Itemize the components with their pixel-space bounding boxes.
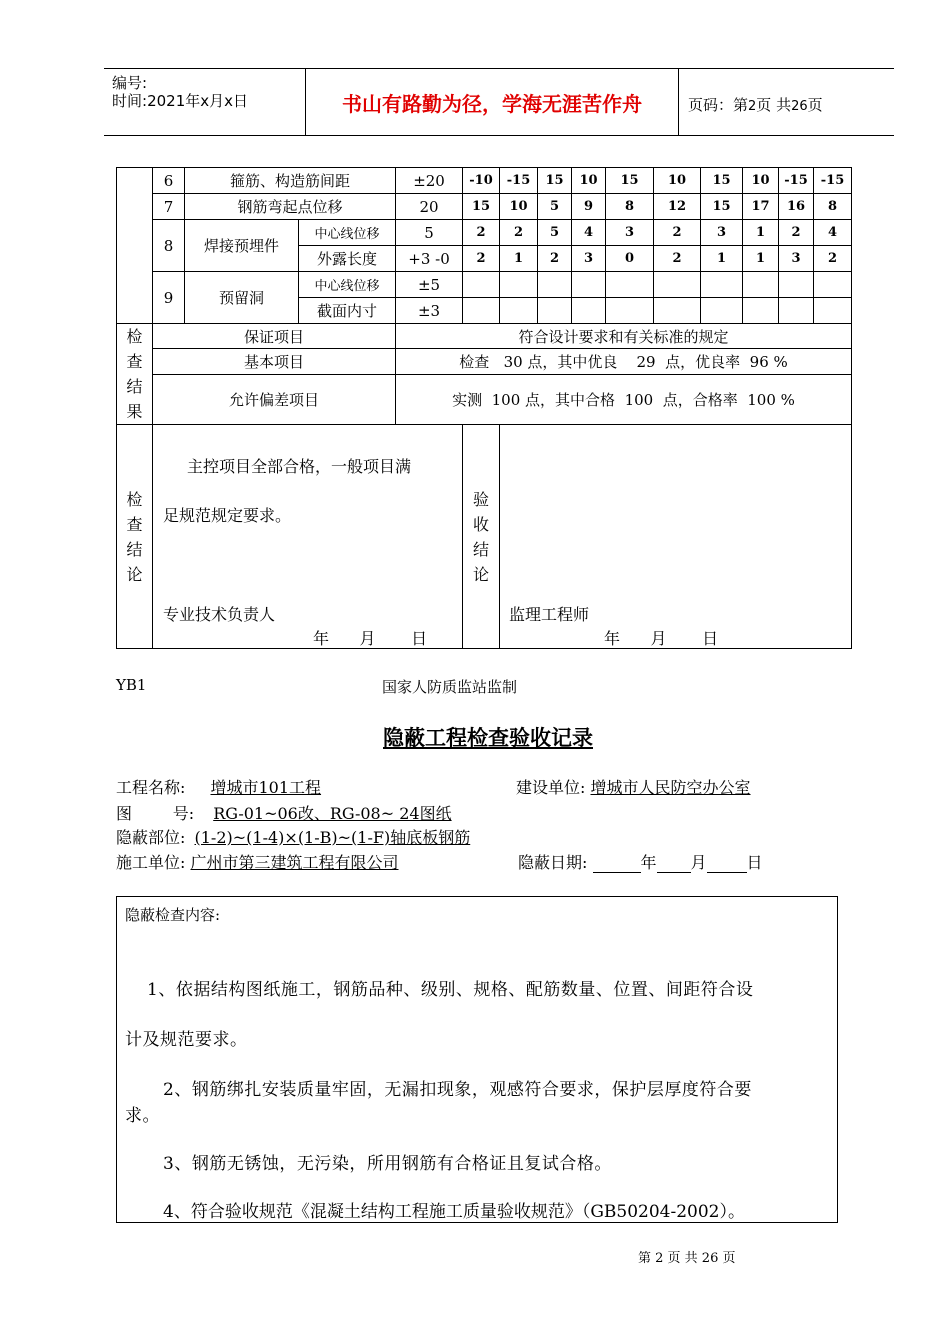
date-line: 年 月 日 (604, 629, 719, 648)
header-top-rule (104, 68, 894, 69)
month-label: 月 (690, 853, 707, 872)
accept-cell (500, 425, 852, 649)
table-row (117, 168, 852, 194)
date-line: 年 月 日 (313, 629, 428, 648)
content-item: 3、钢筋无锈蚀，无污染，所用钢筋有合格证且复试合格。 (163, 1154, 612, 1174)
measure-value: -15 (814, 168, 852, 194)
contractor-value: 广州市第三建筑工程有限公司 (190, 853, 399, 872)
basic-label: 基本项目 (153, 349, 396, 374)
empty-cell (743, 298, 779, 324)
year-blank (593, 853, 641, 873)
table-row (117, 272, 852, 298)
page-total: 26 (791, 99, 808, 114)
measure-value: 15 (463, 194, 500, 220)
accept-label-cell (463, 425, 500, 649)
measure-value: 0 (606, 246, 654, 272)
measure-value: 2 (463, 220, 500, 246)
measure-value: 4 (572, 220, 606, 246)
measure-value: 15 (606, 168, 654, 194)
allow-label: 允许偏差项目 (153, 374, 396, 425)
empty-cell (814, 272, 852, 298)
page-indicator (688, 94, 823, 115)
measure-value: 2 (654, 246, 701, 272)
part-value: (1-2)~(1-4)×(1-B)~(1-F)轴底板钢筋 (194, 828, 471, 847)
empty-cell (463, 298, 500, 324)
measure-value: 1 (743, 220, 779, 246)
page-number: 2 (748, 99, 757, 114)
empty-cell (654, 298, 701, 324)
empty-cell (500, 272, 538, 298)
measure-value: 4 (814, 220, 852, 246)
sub-item-name: 中心线位移 (299, 272, 396, 298)
project-label: 工程名称: (116, 778, 186, 797)
measure-value: 2 (538, 246, 572, 272)
measure-value: 8 (814, 194, 852, 220)
content-box (116, 896, 838, 1223)
table-row (117, 425, 852, 649)
measure-value: 2 (814, 246, 852, 272)
date-label: 隐蔽日期: (518, 853, 588, 872)
measure-value: 15 (701, 194, 743, 220)
row-number: 9 (153, 272, 185, 324)
time-value: 2021年x月x日 (147, 92, 248, 110)
empty-cell (500, 298, 538, 324)
measure-value: 1 (500, 246, 538, 272)
header-divider (678, 68, 679, 136)
measure-value: 5 (538, 220, 572, 246)
page-label: 页码：第 (688, 96, 749, 114)
empty-cell (779, 272, 814, 298)
measure-value: 12 (654, 194, 701, 220)
drawing-label: 图 号: (116, 804, 195, 823)
tolerance: 20 (396, 194, 463, 220)
measure-value: 10 (654, 168, 701, 194)
measure-value: -15 (779, 168, 814, 194)
measure-value: 2 (779, 220, 814, 246)
measure-value: 3 (701, 220, 743, 246)
empty-cell (463, 272, 500, 298)
item-name: 箍筋、构造筋间距 (185, 168, 396, 194)
content-item: 计及规范要求。 (125, 1030, 248, 1050)
measure-value: 9 (572, 194, 606, 220)
empty-cell (779, 298, 814, 324)
header-bottom-rule (104, 135, 894, 136)
measure-value: 10 (743, 168, 779, 194)
measure-value: 5 (538, 194, 572, 220)
empty-cell (701, 298, 743, 324)
conclusion-cell (153, 425, 463, 649)
builder-line (516, 775, 799, 798)
measure-value: 15 (701, 168, 743, 194)
time-line (112, 90, 248, 111)
empty-cell (572, 298, 606, 324)
guarantee-text: 符合设计要求和有关标准的规定 (396, 324, 852, 349)
table-row (117, 374, 852, 425)
guarantee-label: 保证项目 (153, 324, 396, 349)
tech-signature-label: 专业技术负责人 (163, 605, 276, 624)
content-label: 隐蔽检查内容: (125, 906, 221, 924)
row-number: 8 (153, 220, 185, 272)
basic-text: 检查 30 点，其中优良 29 点，优良率 96 % (396, 349, 852, 374)
empty-cell (606, 298, 654, 324)
sub-item-name: 外露长度 (299, 246, 396, 272)
left-blank-cell (117, 168, 153, 324)
project-line (116, 775, 419, 798)
empty-cell (538, 298, 572, 324)
conclusion-text: 主控项目全部合格，一般项目满 (187, 457, 412, 476)
form-code: YB1 (116, 676, 147, 694)
measure-value: 10 (572, 168, 606, 194)
empty-cell (701, 272, 743, 298)
tolerance: ±3 (396, 298, 463, 324)
builder-value: 增城市人民防空办公室 (590, 778, 751, 797)
measure-value: 2 (654, 220, 701, 246)
measure-value: 1 (701, 246, 743, 272)
conclusion-text: 足规范规定要求。 (163, 506, 292, 525)
measure-value: 3 (779, 246, 814, 272)
table-row (117, 349, 852, 374)
page-mid: 页 共 (756, 96, 792, 114)
supervisor-signature-label: 监理工程师 (509, 605, 590, 624)
year-label: 年 (640, 853, 657, 872)
row-number: 6 (153, 168, 185, 194)
measure-value: 1 (743, 246, 779, 272)
empty-cell (743, 272, 779, 298)
time-label: 时间: (112, 92, 148, 110)
sub-item-name: 截面内寸 (299, 298, 396, 324)
content-item: 1、依据结构图纸施工，钢筋品种、级别、规格、配筋数量、位置、间距符合设 (147, 980, 754, 1000)
measure-value: 2 (463, 246, 500, 272)
row-number: 7 (153, 194, 185, 220)
motto: 书山有路勤为径，学海无涯苦作舟 (342, 92, 642, 116)
accept-label: 验收结论 (473, 489, 490, 584)
part-label: 隐蔽部位: (116, 828, 186, 847)
day-blank (707, 853, 747, 873)
serial-label: 编号: (112, 74, 148, 92)
part-line (116, 825, 563, 848)
contractor-line (116, 850, 467, 873)
project-value: 增城市101工程 (210, 778, 322, 797)
result-label: 检查结果 (117, 324, 153, 425)
item-name: 焊接预埋件 (185, 220, 299, 272)
content-item: 2、钢筋绑扎安装质量牢固，无漏扣现象，观感符合要求，保护层厚度符合要 (163, 1080, 752, 1100)
agency: 国家人防质监站监制 (382, 678, 518, 696)
measure-value: 16 (779, 194, 814, 220)
measure-value: 10 (500, 194, 538, 220)
allow-text: 实测 100 点，其中合格 100 点，合格率 100 % (396, 374, 852, 425)
tolerance: ±5 (396, 272, 463, 298)
page-end: 页 (807, 96, 823, 114)
empty-cell (814, 298, 852, 324)
date-line-record (518, 850, 763, 873)
contractor-label: 施工单位: (116, 853, 186, 872)
empty-cell (572, 272, 606, 298)
table-row (117, 220, 852, 246)
empty-cell (606, 272, 654, 298)
builder-label: 建设单位: (516, 778, 586, 797)
content-item: 求。 (125, 1106, 160, 1126)
measure-value: 15 (538, 168, 572, 194)
drawing-value: RG-01~06改、RG-08~ 24图纸 (213, 804, 452, 823)
month-blank (657, 853, 691, 873)
content-item: 4、符合验收规范《混凝土结构工程施工质量验收规范》（GB50204-2002）。 (163, 1202, 745, 1222)
item-name: 钢筋弯起点位移 (185, 194, 396, 220)
measure-value: 8 (606, 194, 654, 220)
inspection-table (116, 167, 852, 649)
sub-item-name: 中心线位移 (299, 220, 396, 246)
table-row (117, 194, 852, 220)
measure-value: 3 (572, 246, 606, 272)
measure-value: -10 (463, 168, 500, 194)
empty-cell (538, 272, 572, 298)
tolerance: 5 (396, 220, 463, 246)
day-label: 日 (746, 853, 763, 872)
measure-value: -15 (500, 168, 538, 194)
drawing-line (116, 801, 583, 824)
empty-cell (654, 272, 701, 298)
item-name: 预留洞 (185, 272, 299, 324)
tolerance: +3 -0 (396, 246, 463, 272)
record-title: 隐蔽工程检查验收记录 (383, 725, 593, 750)
tolerance: ±20 (396, 168, 463, 194)
measure-value: 2 (500, 220, 538, 246)
page-footer: 第 2 页 共 26 页 (638, 1251, 736, 1266)
measure-value: 17 (743, 194, 779, 220)
measure-value: 3 (606, 220, 654, 246)
table-row (117, 324, 852, 349)
conclusion-label: 检查结论 (117, 425, 153, 649)
